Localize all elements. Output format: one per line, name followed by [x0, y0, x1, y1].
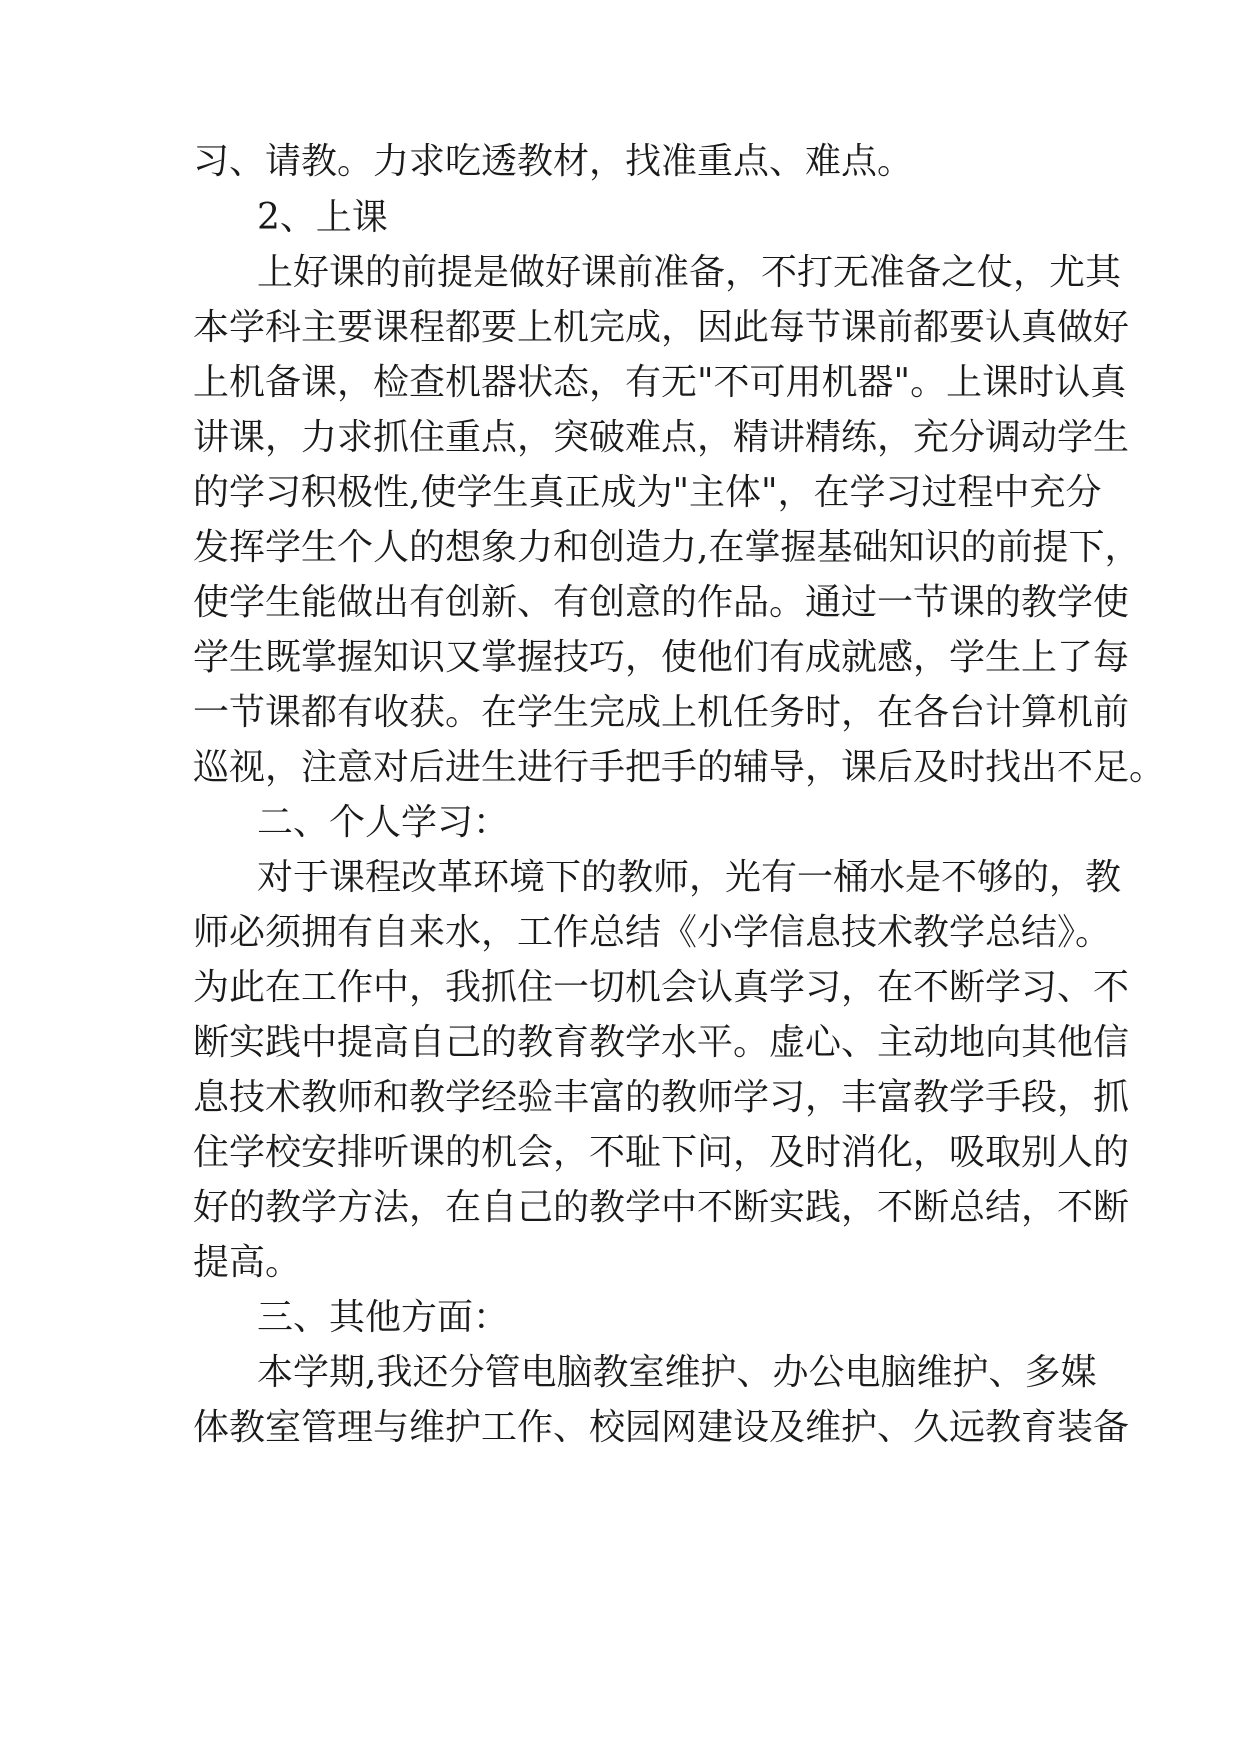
text-line: 师必须拥有自来水，工作总结《小学信息技术教学总结》。	[193, 912, 1112, 953]
text-line: 讲课，力求抓住重点，突破难点，精讲精练，充分调动学生	[193, 417, 1130, 458]
text-line: 习、请教。力求吃透教材，找准重点、难点。	[193, 141, 914, 182]
text-line: 巡视，注意对后进生进行手把手的辅导，课后及时找出不足。	[193, 747, 1166, 788]
text-line: 息技术教师和教学经验丰富的教师学习，丰富教学手段，抓	[193, 1077, 1130, 1118]
text-line: 好的教学方法，在自己的教学中不断实践，不断总结，不断	[193, 1187, 1130, 1228]
text-line: 上机备课，检查机器状态，有无"不可用机器"。上课时认真	[193, 362, 1127, 403]
text-line: 本学期,我还分管电脑教室维护、办公电脑维护、多媒	[257, 1352, 1097, 1393]
text-line: 的学习积极性,使学生真正成为"主体"，在学习过程中充分	[193, 472, 1102, 513]
text-line: 本学科主要课程都要上机完成，因此每节课前都要认真做好	[193, 307, 1130, 348]
text-line: 上好课的前提是做好课前准备，不打无准备之仗，尤其	[257, 252, 1122, 293]
text-line: 提高。	[193, 1242, 302, 1283]
text-line: 发挥学生个人的想象力和创造力,在掌握基础知识的前提下，	[193, 527, 1141, 568]
section-heading: 三、其他方面：	[257, 1297, 510, 1338]
text-line: 对于课程改革环境下的教师，光有一桶水是不够的，教	[257, 857, 1122, 898]
text-line: 为此在工作中，我抓住一切机会认真学习，在不断学习、不	[193, 967, 1130, 1008]
text-line: 断实践中提高自己的教育教学水平。虚心、主动地向其他信	[193, 1022, 1130, 1063]
text-line: 住学校安排听课的机会，不耻下问，及时消化，吸取别人的	[193, 1132, 1130, 1173]
text-line: 学生既掌握知识又掌握技巧，使他们有成就感，学生上了每	[193, 637, 1130, 678]
section-heading: 2、上课	[257, 197, 388, 238]
section-heading: 二、个人学习：	[257, 802, 510, 843]
text-line: 一节课都有收获。在学生完成上机任务时，在各台计算机前	[193, 692, 1130, 733]
text-line: 体教室管理与维护工作、校园网建设及维护、久远教育装备	[193, 1407, 1130, 1448]
text-line: 使学生能做出有创新、有创意的作品。通过一节课的教学使	[193, 582, 1130, 623]
